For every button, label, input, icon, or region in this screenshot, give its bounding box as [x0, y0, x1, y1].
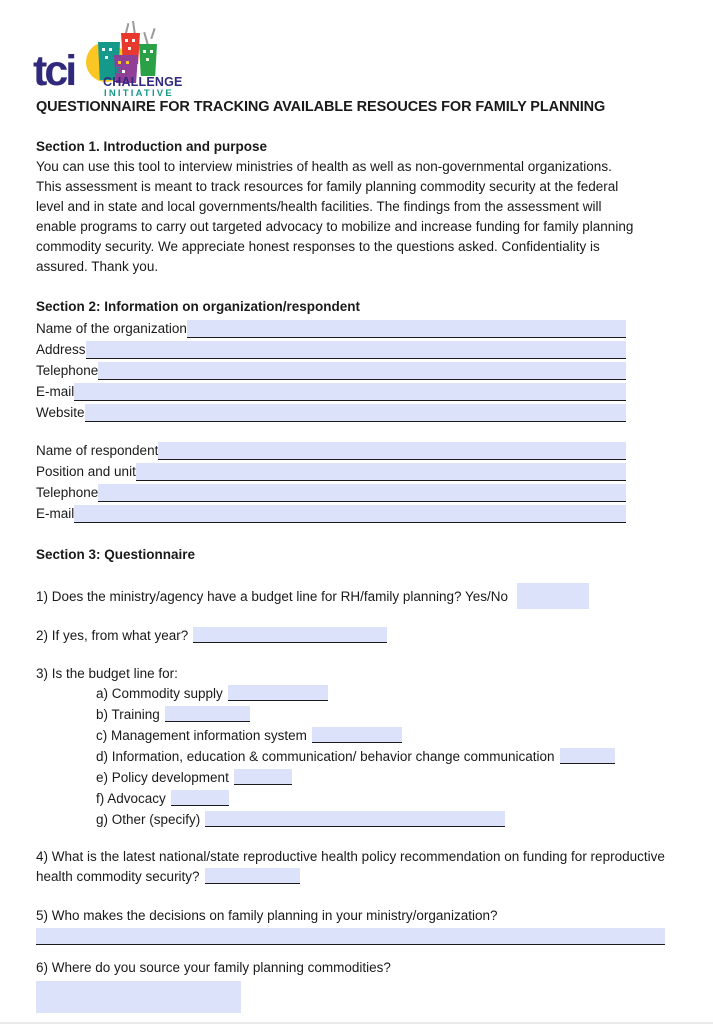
question-3-text: 3) Is the budget line for:: [36, 666, 178, 681]
question-5-field[interactable]: [36, 928, 665, 945]
question-3d-field[interactable]: [560, 748, 615, 764]
spacer: [36, 422, 668, 439]
logo-challenge-text: CHALLENGE: [103, 75, 183, 89]
logo-antenna-icon: [143, 32, 148, 45]
question-3b-label: b) Training: [96, 707, 160, 722]
logo-the-text: THE: [103, 66, 122, 75]
question-3e-label: e) Policy development: [96, 770, 229, 785]
respondent-telephone-row: [36, 481, 626, 502]
org-website-field[interactable]: [85, 404, 626, 422]
tci-logo: [33, 20, 206, 99]
question-5-text: 5) Who makes the decisions on family planning in your ministry/organization?: [36, 908, 498, 923]
org-address-label: Address: [36, 342, 86, 357]
org-telephone-field[interactable]: [98, 362, 626, 380]
section3-heading: Section 3: Questionnaire: [36, 547, 196, 562]
question-1: [36, 583, 668, 609]
question-4: [36, 847, 668, 887]
question-2-field[interactable]: [193, 627, 387, 643]
respondent-email-field[interactable]: [74, 505, 626, 523]
question-2: [36, 626, 668, 646]
org-name-field[interactable]: [187, 320, 626, 338]
respondent-position-field[interactable]: [136, 463, 626, 481]
question-3f-field[interactable]: [171, 790, 229, 806]
question-2-text: 2) If yes, from what year?: [36, 628, 189, 643]
question-3b: [96, 705, 668, 726]
question-5: [36, 906, 668, 945]
question-1-field[interactable]: [517, 583, 589, 609]
question-3: [36, 664, 668, 831]
question-3d: [96, 747, 668, 768]
question-3g-label: g) Other (specify): [96, 812, 201, 827]
org-name-row: [36, 317, 626, 338]
question-3a-field[interactable]: [228, 685, 328, 701]
respondent-position-label: Position and unit: [36, 464, 136, 479]
org-name-label: Name of the organization: [36, 321, 187, 336]
question-6-text: 6) Where do you source your family planning commodities?: [36, 960, 391, 975]
question-4-text: 4) What is the latest national/state reproductive health policy recommendation on funding for reproductive health commodity security?: [36, 849, 665, 884]
question-3c: [96, 726, 668, 747]
logo-initiative-text: INITIATIVE: [104, 88, 174, 99]
org-address-row: [36, 338, 626, 359]
question-6: [36, 958, 668, 1013]
respondent-name-label: Name of respondent: [36, 443, 159, 458]
org-website-label: Website: [36, 405, 85, 420]
respondent-email-label: E-mail: [36, 506, 75, 521]
org-email-row: [36, 380, 626, 401]
question-3e-field[interactable]: [234, 769, 292, 785]
logo-tci-wordmark: tci: [33, 47, 75, 95]
logo-antenna-icon: [150, 28, 155, 39]
respondent-telephone-label: Telephone: [36, 485, 99, 500]
org-email-label: E-mail: [36, 384, 75, 399]
question-3d-label: d) Information, education & communication/ behavior change communication: [96, 749, 555, 764]
org-address-field[interactable]: [86, 341, 626, 359]
question-3c-label: c) Management information system: [96, 728, 307, 743]
question-3a: [96, 684, 668, 705]
question-3e: [96, 768, 668, 789]
question-3f: [96, 789, 668, 810]
section1-body: You can use this tool to interview ministries of health as well as non-governmental organizations. This assessment is meant to track resources for family planning commodity security at the federal level and in state and local governments/health facilities. The findings from the assessment will enable programs to carry out targeted advocacy to mobilize and increase funding for family planning commodity security. We appreciate honest responses to the questions asked. Confidentiality is assured. Thank you.: [36, 159, 634, 274]
respondent-name-row: [36, 439, 626, 460]
question-3f-label: f) Advocacy: [96, 791, 166, 806]
org-telephone-label: Telephone: [36, 363, 99, 378]
section1-heading: Section 1. Introduction and purpose: [36, 139, 268, 154]
respondent-telephone-field[interactable]: [98, 484, 626, 502]
org-website-row: [36, 401, 626, 422]
question-3b-field[interactable]: [165, 706, 250, 722]
org-telephone-row: [36, 359, 626, 380]
question-6-field[interactable]: [36, 981, 241, 1013]
question-3g: [96, 810, 668, 831]
question-3g-field[interactable]: [205, 811, 505, 827]
respondent-email-row: [36, 502, 626, 523]
section2-heading: Section 2: Information on organization/respondent: [36, 299, 361, 314]
document-title: QUESTIONNAIRE FOR TRACKING AVAILABLE RESOUCES FOR FAMILY PLANNING: [36, 99, 606, 115]
question-3a-label: a) Commodity supply: [96, 686, 223, 701]
org-email-field[interactable]: [74, 383, 626, 401]
question-4-field[interactable]: [205, 868, 300, 884]
respondent-position-row: [36, 460, 626, 481]
logo-building-green-icon: [139, 44, 157, 76]
respondent-name-field[interactable]: [158, 442, 626, 460]
logo-antenna-icon: [132, 21, 135, 35]
question-1-text: 1) Does the ministry/agency have a budget line for RH/family planning? Yes/No: [36, 589, 509, 604]
question-3c-field[interactable]: [312, 727, 402, 743]
